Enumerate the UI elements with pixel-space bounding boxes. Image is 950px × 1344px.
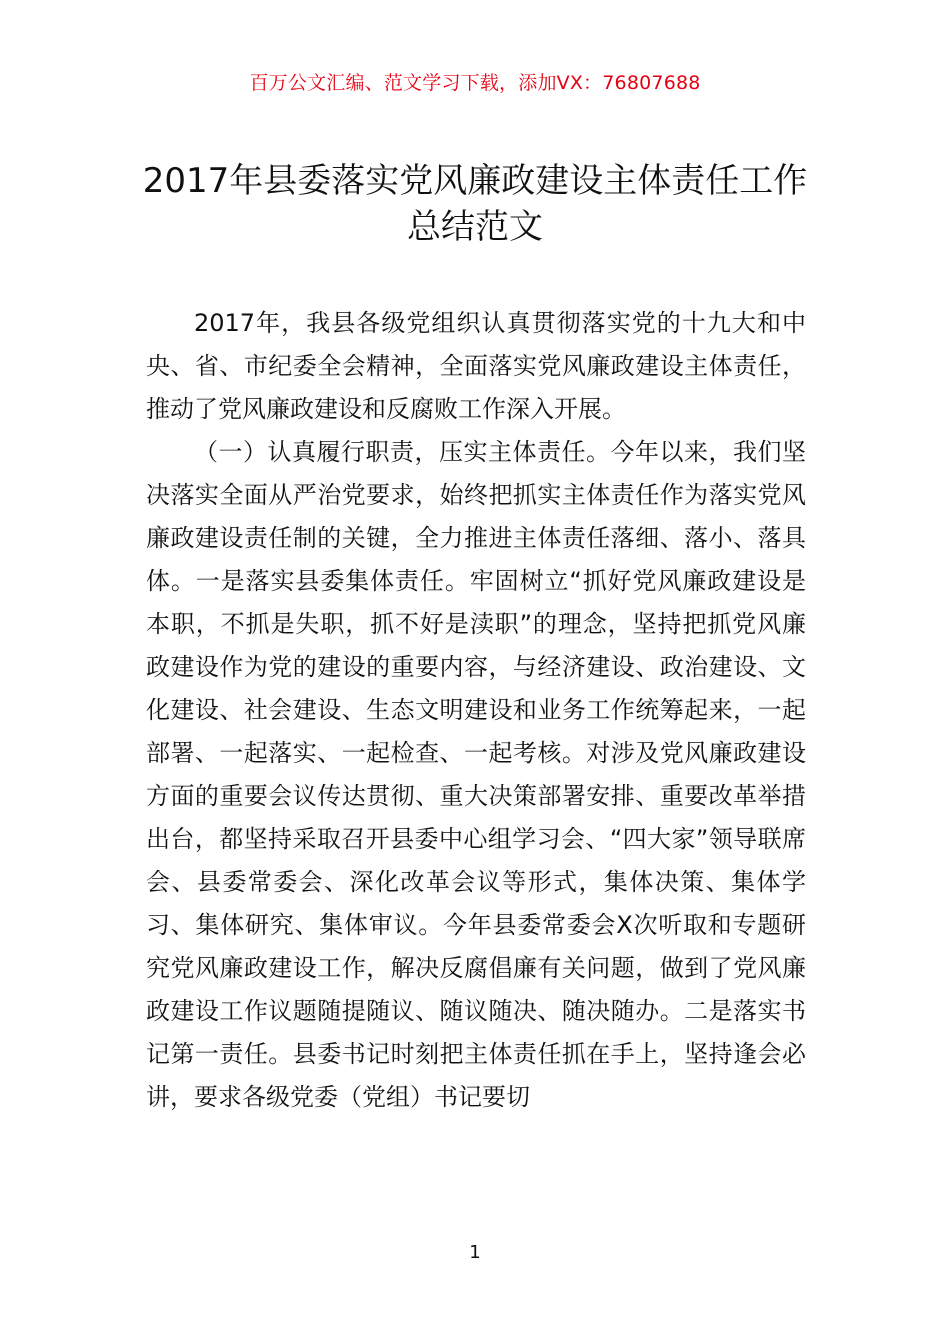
- body-paragraph-2: （一）认真履行职责，压实主体责任。今年以来，我们坚决落实全面从严治党要求，始终把抓实主体责任作为落实党风廉政建设责任制的关键，全力推进主体责任落细、落小、落具体。一是落实县委集体责任。牢固树立“抓好党风廉政建设是本职，不抓是失职，抓不好是渎职”的理念，坚持把抓党风廉政建设作为党的建设的重要内容，与经济建设、政治建设、文化建设、社会建设、生态文明建设和业务工作统筹起来，一起部署、一起落实、一起检查、一起考核。对涉及党风廉政建设方面的重要会议传达贯彻、重大决策部署安排、重要改革举措出台，都坚持采取召开县委中心组学习会、“四大家”领导联席会、县委常委会、深化改革会议等形式，集体决策、集体学习、集体研究、集体审议。今年县委常委会X次听取和专题研究党风廉政建设工作，解决反腐倡廉有关问题，做到了党风廉政建设工作议题随提随议、随议随决、随决随办。二是落实书记第一责任。县委书记时刻把主体责任抓在手上，坚持逢会必讲，要求各级党委（党组）书记要切: [146, 438, 806, 1111]
- page-number: 1: [469, 1242, 481, 1263]
- document-title: 2017年县委落实党风廉政建设主体责任工作总结范文: [142, 161, 808, 247]
- document-body: [146, 302, 806, 1119]
- header-promo-note: 百万公文汇编、范文学习下载，添加VX：76807688: [249, 72, 701, 94]
- body-paragraph-1: 2017年，我县各级党组织认真贯彻落实党的十九大和中央、省、市纪委全会精神，全面落实党风廉政建设主体责任，推动了党风廉政建设和反腐败工作深入开展。: [146, 309, 806, 423]
